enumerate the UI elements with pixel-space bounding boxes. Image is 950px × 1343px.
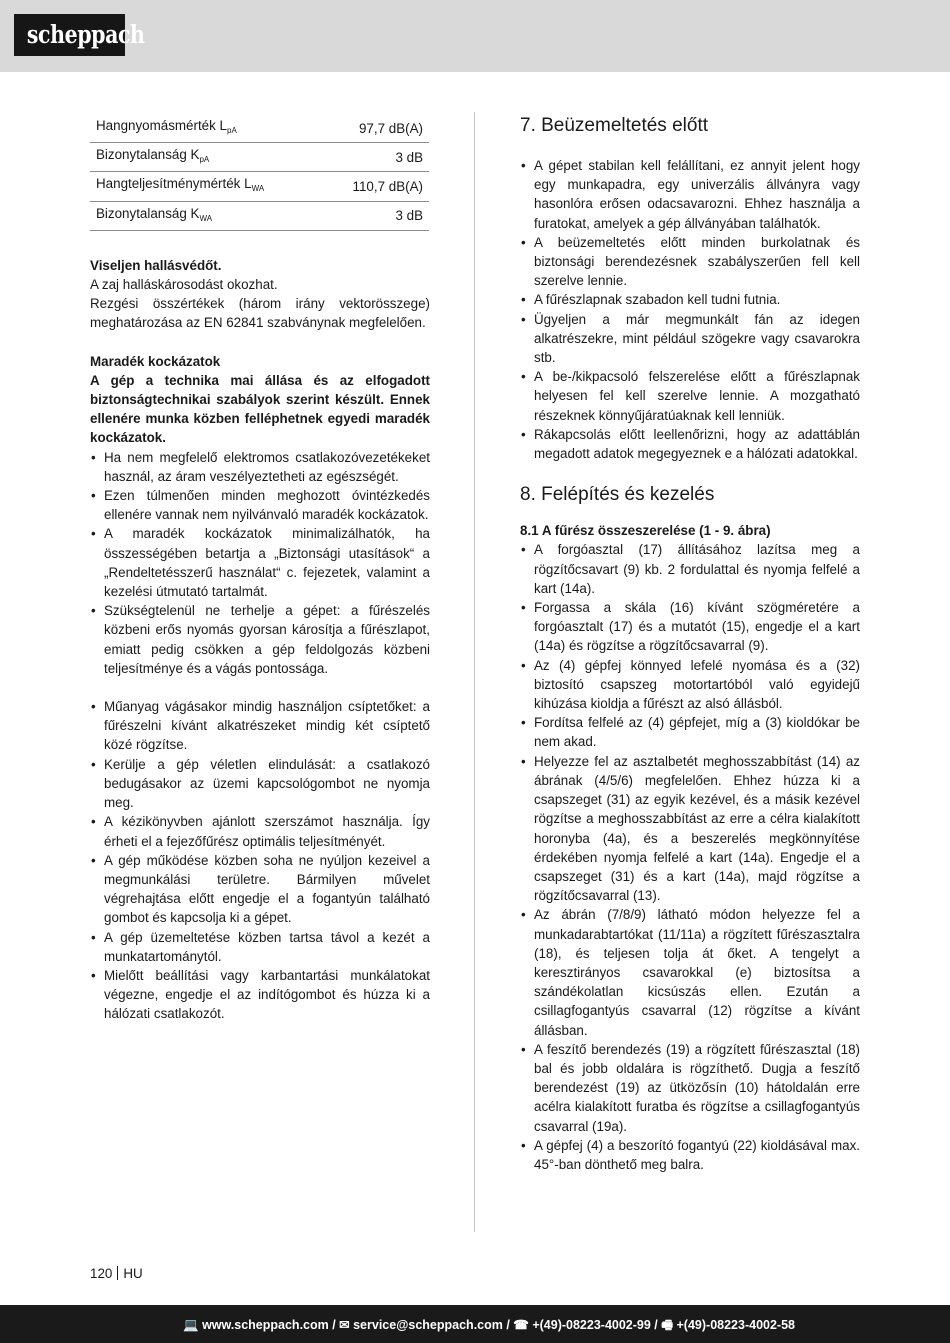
brand-logo: scheppach bbox=[14, 14, 125, 56]
spec-row bbox=[90, 201, 429, 230]
safety-list bbox=[90, 697, 430, 1023]
section-8-1-list-item: • Fordítsa felfelé az (4) gépfejet, míg a (3) kioldókar be nem akad. bbox=[520, 713, 860, 751]
page-number: 120 HU bbox=[90, 1266, 143, 1281]
section-8-1-list-item: • Az (4) gépfej könnyed lefelé nyomása és a (32) biztosító csapszeg motortartóból való egyidejű kihúzása kioldja a fűrészt az alsó állásból. bbox=[520, 656, 860, 714]
section-7-list-item: • A beüzemeltetés előtt minden burkolatnak és biztonsági berendezésnek szabályszerűen fell kell szerelve lennie. bbox=[520, 233, 860, 291]
section-7-list-item: • A gépet stabilan kell felállítani, ez annyit jelent hogy egy munkapadra, egy univerzális állványra vagy hasonlóra erősen odacsavarozni. Ehhez használja a furatokat, amelyek a gép állványában találhatók. bbox=[520, 156, 860, 233]
section-7-list-item: • A fűrészlapnak szabadon kell tudni futnia. bbox=[520, 290, 860, 309]
section-8-1-list-item: • A feszítő berendezés (19) a rögzített fűrészasztal (18) bal és jobb oldalára is rögzíthető. Dugja a feszítő berendezést (19) az ütközősín (10) hátoldalán erre acélra kialakított furatba és rögzítse a csillagfogantyús csavarral (19a). bbox=[520, 1040, 860, 1136]
section-8-1-list bbox=[520, 540, 860, 1174]
section-8-1-list-item: • Az ábrán (7/8/9) látható módon helyezze fel a munkadarabtartókat (11/11a) a rögzített fűrészasztalra (18), és teljesen tolja át őket. A tengelyt a keresztirányos csavarokkal (e) biztosítsa a szándékolatlan kicsúszás ellen. Ezután a csillagfogantyús csavarral (12) rögzítse a kívánt állásban. bbox=[520, 905, 860, 1039]
safety-list-item: • A gép üzemeltetése közben tartsa távol a kezét a munkatartománytól. bbox=[90, 928, 430, 966]
risk-list-item: • A maradék kockázatok minimalizálhatók, ha összességében betartja a „Biztonsági utasítások“ a „Rendeltetésszerű használat“ c. fejezetek, valamint a kezelési útmutató tartalmát. bbox=[90, 524, 430, 601]
section-8-1-title: 8.1 A fűrész összeszerelése (1 - 9. ábra) bbox=[520, 523, 771, 539]
section-7-list-item: • Ügyeljen a már megmunkált fán az idegen alkatrészekre, mint például szögekre vagy csavarokra stb. bbox=[520, 310, 860, 368]
spec-row bbox=[90, 172, 429, 201]
residual-risk-intro: A gép a technika mai állása és az elfogadott biztonságtechnikai szabályok szerint készült. Ennek ellenére munka közben felléphetnek egyedi maradék kockázatok. bbox=[90, 372, 430, 446]
spec-row bbox=[90, 143, 429, 172]
vibration-note: Rezgési összértékek (három irány vektorösszege) meghatározása az EN 62841 szabványnak megfelelően. bbox=[90, 296, 430, 331]
section-7-list-item: • A be-/kikpacsoló felszerelése előtt a fűrészlapnak helyesen fel kell szerelve lennie. A mozgatható részeknek könnyűjáratúaknak kell lenniük. bbox=[520, 367, 860, 425]
header-band bbox=[0, 0, 950, 72]
section-7-list bbox=[520, 156, 860, 463]
section-8-1-list-item: • Helyezze fel az asztalbetét meghosszabbítást (14) az ábrának (4/5/6) megfelelően. Ehhez húzza ki a csapszeget (31) az egyik kezével, és a másik kezével rögzítse a meghosszabbítást az erre a célra kialakított horonyba (4a), és a beszerelés megkönnyítése érdekében nyomja felfelé a kart (14a). Engedje el a csapszeget (31) és a kart (14a), majd rögzítse a rögzítőcsavarral (13). bbox=[520, 752, 860, 906]
section-8-title: 8. Felépítés és kezelés bbox=[520, 484, 715, 506]
spec-label: Hangteljesítménymérték $L_{WA}$ bbox=[90, 172, 323, 201]
safety-list-item: • A gép működése közben soha ne nyúljon kezeivel a megmunkálási területre. Bármilyen művelet végrehajtása előtt engedje el a fogantyún található gombot és kapcsolja ki a gépet. bbox=[90, 851, 430, 928]
safety-list-item: • Műanyag vágásakor mindig használjon csíptetőket: a fűrészelni kívánt alkatrészeket mindig két csíptető közé rögzítse. bbox=[90, 697, 430, 755]
section-7-list-item: • Rákapcsolás előtt leellenőrizni, hogy az adattáblán megadott adatok megegyeznek e a hálózati adatokkal. bbox=[520, 425, 860, 463]
safety-list-item: • Mielőtt beállítási vagy karbantartási munkálatokat végezne, engedje el az indítógombot és húzza ki a hálózati csatlakozót. bbox=[90, 966, 430, 1024]
hearing-note: A zaj halláskárosodást okozhat. bbox=[90, 277, 278, 293]
hearing-protection-title: Viseljen hallásvédőt. bbox=[90, 257, 222, 273]
footer-contact: 💻 www.scheppach.com / ✉ service@scheppach.com / ☎ +(49)-08223-4002-99 / 🖷 +(49)-08223-4002-58 bbox=[183, 1318, 795, 1332]
spec-label: Hangnyomásmérték $L_{pA}$ bbox=[90, 114, 323, 143]
spec-label: Bizonytalanság $K_{pA}$ bbox=[90, 143, 323, 172]
residual-risk-list bbox=[90, 448, 430, 678]
spec-value: 110,7 dB(A) bbox=[323, 172, 429, 201]
left-column bbox=[90, 114, 430, 1024]
section-8-1-list-item: • A gépfej (4) a beszorító fogantyú (22) kioldásával max. 45°-ban dönthető meg balra. bbox=[520, 1136, 860, 1174]
residual-risk-title: Maradék kockázatok bbox=[90, 353, 221, 369]
safety-list-item: • A kézikönyvben ajánlott szerszámot használja. Így érheti el a fejezőfűrész optimális teljesítményét. bbox=[90, 812, 430, 850]
spec-value: 3 dB bbox=[323, 143, 429, 172]
section-8-1-list-item: • Forgassa a skála (16) kívánt szögméretére a forgóasztalt (17) és a mutatót (15), engedje el a kart (14a) és rögzítse a rögzítőcsavarral (9). bbox=[520, 598, 860, 656]
risk-list-item: • Szükségtelenül ne terhelje a gépet: a fűrészelés közbeni erős nyomás gyorsan károsítja a fűrészlapot, emiatt pedig csökken a gép feldolgozás közbeni teljesítménye és a vágás pontossága. bbox=[90, 601, 430, 678]
spec-value: 3 dB bbox=[323, 201, 429, 230]
section-8-1-list-item: • A forgóasztal (17) állításához lazítsa meg a rögzítőcsavart (9) kb. 2 fordulattal és nyomja felfelé a kart (14a). bbox=[520, 540, 860, 598]
column-divider bbox=[474, 112, 475, 1232]
spec-row bbox=[90, 114, 429, 143]
noise-spec-table bbox=[90, 114, 429, 231]
right-column bbox=[520, 114, 860, 1174]
safety-list-item: • Kerülje a gép véletlen elindulását: a csatlakozó bedugásakor az üzemi kapcsológombot ne nyomja meg. bbox=[90, 755, 430, 813]
risk-list-item: • Ezen túlmenően minden meghozott óvintézkedés ellenére vannak nem nyilvánvaló maradék kockázatok. bbox=[90, 486, 430, 524]
section-7-title: 7. Beüzemeltetés előtt bbox=[520, 115, 708, 136]
spec-value: 97,7 dB(A) bbox=[323, 114, 429, 143]
spec-label: Bizonytalanság $K_{WA}$ bbox=[90, 201, 323, 230]
risk-list-item: • Ha nem megfelelő elektromos csatlakozóvezetékeket használ, az áram veszélyeztetheti az egészségét. bbox=[90, 448, 430, 486]
